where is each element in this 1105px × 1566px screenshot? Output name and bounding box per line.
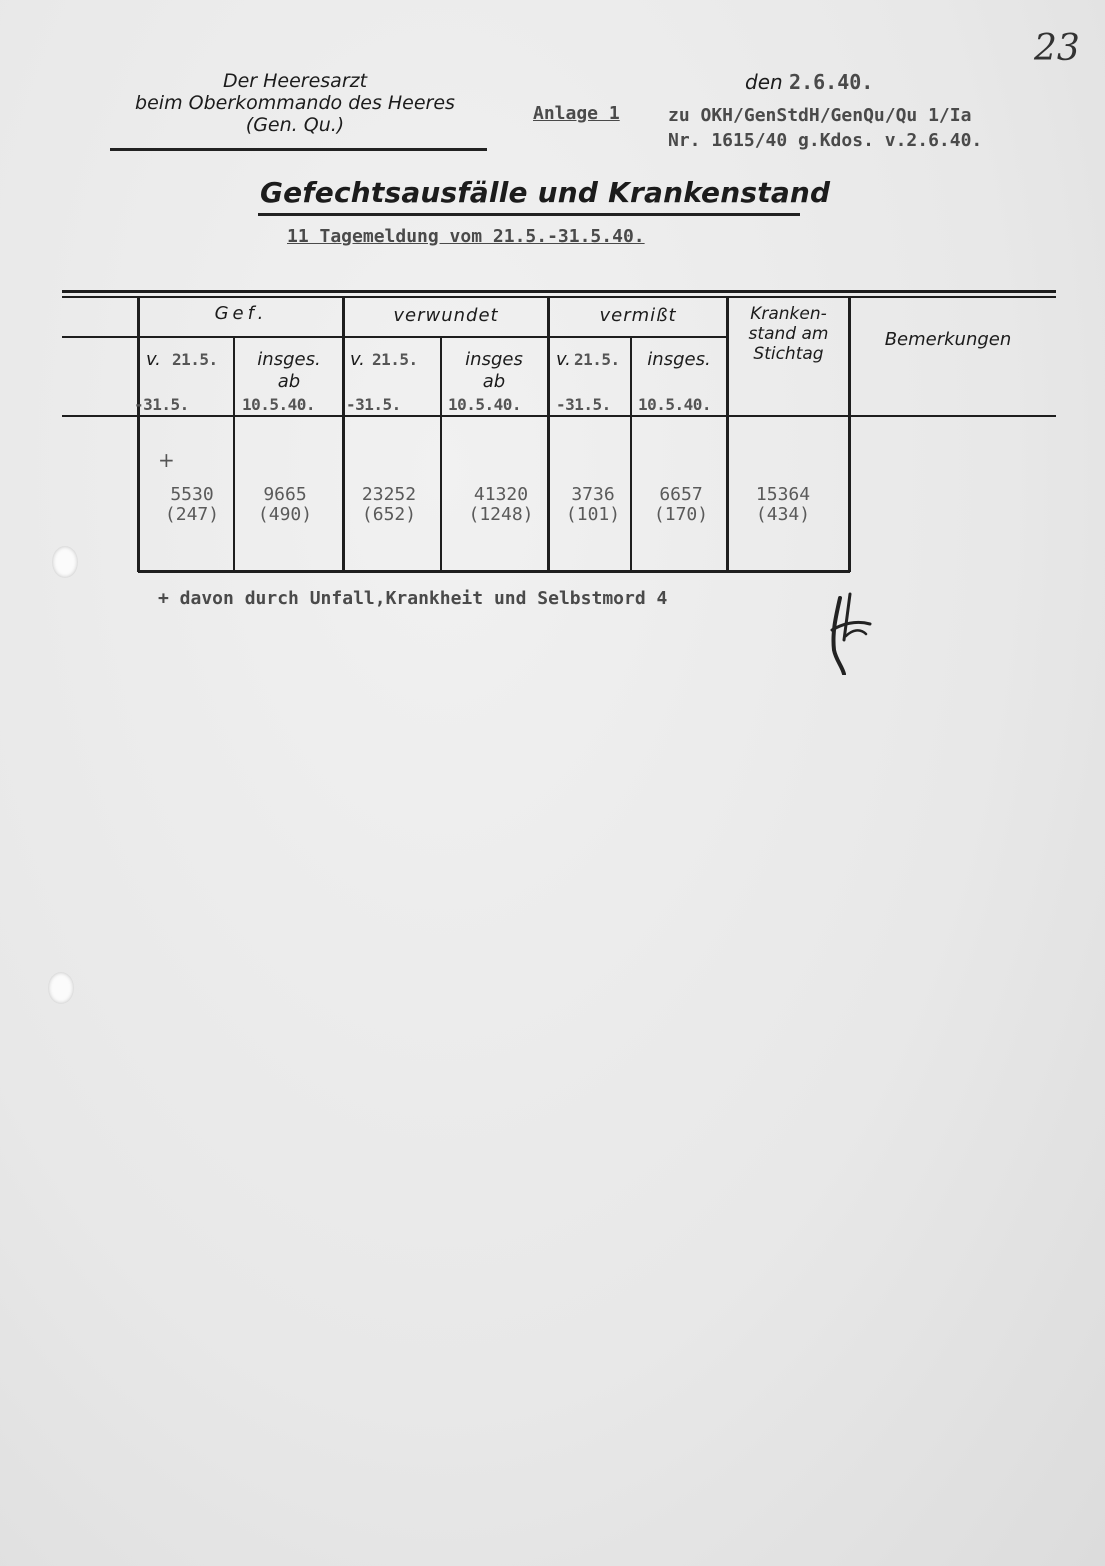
gef-total-ab: ab: [277, 371, 301, 392]
verm-total-total: 6657: [659, 484, 703, 505]
office-line-1: Der Heeresarzt: [222, 70, 368, 92]
attachment-label: Anlage 1: [533, 103, 620, 124]
verm-total-date: 10.5.40.: [638, 395, 712, 414]
verw-total-officers: (1248): [468, 504, 534, 525]
date-prefix: den: [745, 70, 783, 94]
verm-period-from: 21.5.: [574, 350, 620, 369]
gef-period-officers: (247): [164, 504, 220, 525]
gef-period-from: 21.5.: [172, 350, 218, 369]
document-title: Gefechtsausfälle und Krankenstand: [260, 176, 831, 209]
punch-hole-upper: [52, 546, 78, 578]
krankenstand-line-1: Kranken-: [750, 304, 827, 324]
header-vermisst: vermißt: [599, 305, 677, 326]
header-verwundet: verwundet: [393, 305, 499, 326]
table-top-rule-2: [62, 296, 1056, 298]
gef-period-values: [147, 485, 237, 525]
verw-period-total: 23252: [361, 484, 417, 505]
krankenstand-values: [738, 485, 828, 525]
reference-line-2: Nr. 1615/40 g.Kdos. v.2.6.40.: [668, 130, 983, 151]
gef-total-values: [240, 485, 330, 525]
verw-period-to: -31.5.: [346, 395, 401, 414]
verw-total-ab: ab: [482, 371, 506, 392]
header-bottom-rule: [62, 415, 1056, 417]
verm-period-officers: (101): [565, 504, 621, 525]
office-underline: [110, 148, 487, 151]
verw-total-values: [456, 485, 546, 525]
title-underline: [258, 213, 800, 216]
header-divider: [138, 336, 727, 338]
footnote-marker: +: [158, 448, 175, 472]
gef-total-officers: (490): [257, 504, 313, 525]
gef-period-total: 5530: [170, 484, 214, 505]
col-line-6: [630, 337, 632, 572]
verw-total-date: 10.5.40.: [448, 395, 522, 414]
verm-period-to: -31.5.: [556, 395, 611, 414]
table-bottom-rule: [138, 570, 850, 573]
punch-hole-lower: [48, 972, 74, 1004]
office-line-2: beim Oberkommando des Heeres: [135, 92, 455, 114]
krankenstand-line-2: stand am: [748, 324, 829, 344]
col-line-5: [547, 296, 550, 572]
col-line-3: [342, 296, 345, 572]
date-value: 2.6.40.: [789, 70, 874, 94]
office-line-3: (Gen. Qu.): [245, 114, 345, 136]
header-bemerkungen: Bemerkungen: [884, 329, 1012, 350]
krankenstand-total: 15364: [755, 484, 811, 505]
issuing-office: [100, 70, 490, 136]
verw-period-from: 21.5.: [372, 350, 418, 369]
gef-total-date: 10.5.40.: [242, 395, 316, 414]
handwritten-initials: [826, 590, 872, 675]
gef-total-total: 9665: [263, 484, 307, 505]
col-line-2: [233, 337, 235, 572]
table-top-rule: [62, 290, 1056, 293]
header-krankenstand: [729, 304, 848, 364]
verm-period-values: [548, 485, 638, 525]
gef-period-prefix: v.: [146, 349, 161, 370]
krankenstand-line-3: Stichtag: [753, 344, 824, 364]
verw-period-values: [344, 485, 434, 525]
reference-number: [668, 103, 982, 153]
reference-line-1: zu OKH/GenStdH/GenQu/Qu 1/Ia: [668, 105, 972, 126]
verm-period-prefix: v.: [556, 349, 571, 370]
col-line-1: [137, 296, 140, 572]
header-gef: Gef.: [214, 303, 268, 324]
verm-total-label: insges.: [647, 349, 711, 370]
verw-total-total: 41320: [473, 484, 529, 505]
page-number: 23: [1034, 28, 1080, 69]
gef-period-to: -31.5.: [134, 395, 189, 414]
footnote: + davon durch Unfall,Krankheit und Selbstmord 4: [158, 588, 668, 609]
document-subtitle: 11 Tagemeldung vom 21.5.-31.5.40.: [287, 226, 645, 247]
document-date: [745, 70, 873, 94]
verw-total-label: insges: [465, 349, 523, 370]
krankenstand-officers: (434): [755, 504, 811, 525]
gef-total-label: insges.: [257, 349, 321, 370]
table-left-rule: [62, 336, 138, 338]
verm-total-officers: (170): [653, 504, 709, 525]
verm-period-total: 3736: [571, 484, 615, 505]
verm-total-values: [636, 485, 726, 525]
verw-period-officers: (652): [361, 504, 417, 525]
verw-period-prefix: v.: [350, 349, 365, 370]
